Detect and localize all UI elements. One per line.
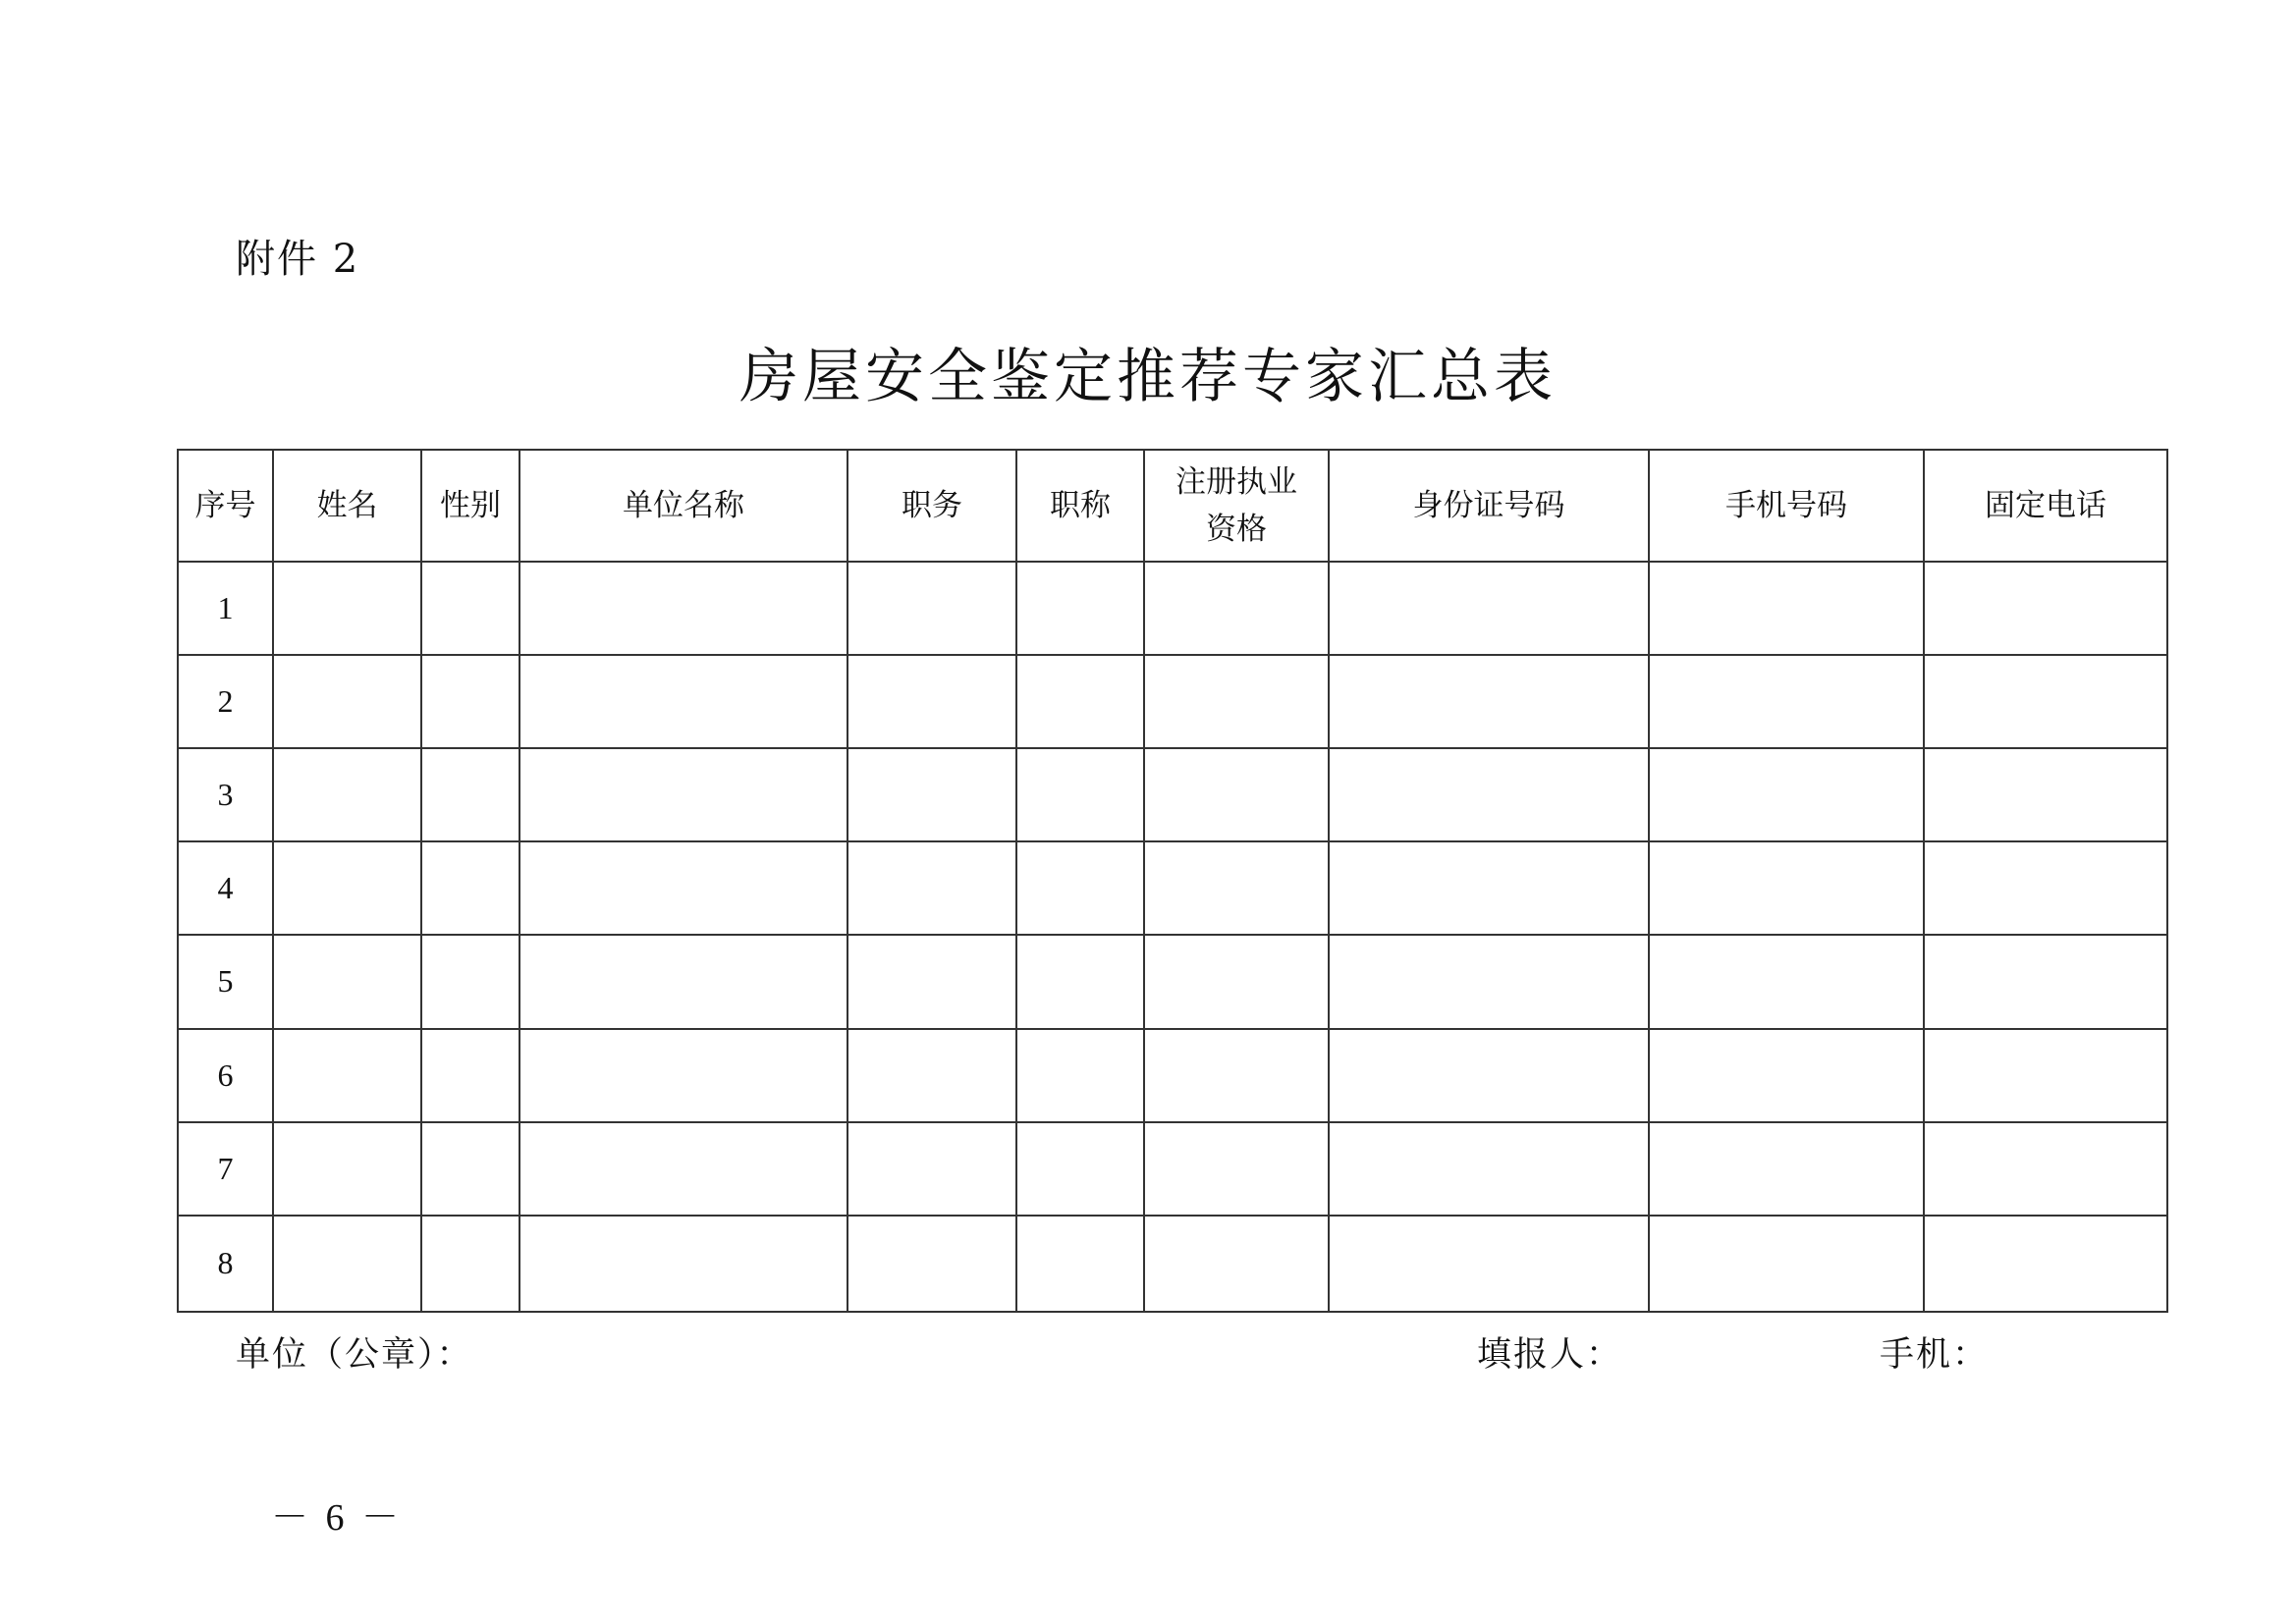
cell-id-number[interactable] xyxy=(1329,1029,1649,1122)
cell-mobile[interactable] xyxy=(1649,562,1924,655)
cell-organization[interactable] xyxy=(519,1029,847,1122)
cell-name[interactable] xyxy=(273,1029,421,1122)
cell-mobile[interactable] xyxy=(1649,1122,1924,1216)
cell-index: 7 xyxy=(178,1122,273,1216)
cell-organization[interactable] xyxy=(519,935,847,1028)
column-header-organization: 单位名称 xyxy=(519,450,847,562)
cell-name[interactable] xyxy=(273,655,421,748)
cell-index: 6 xyxy=(178,1029,273,1122)
table-row xyxy=(178,1216,2167,1312)
cell-mobile[interactable] xyxy=(1649,935,1924,1028)
column-header-name: 姓名 xyxy=(273,450,421,562)
cell-mobile[interactable] xyxy=(1649,1216,1924,1312)
cell-title[interactable] xyxy=(1016,562,1144,655)
cell-position[interactable] xyxy=(847,748,1016,841)
table-row xyxy=(178,655,2167,748)
cell-position[interactable] xyxy=(847,841,1016,935)
cell-registered-qualification[interactable] xyxy=(1144,1216,1329,1312)
cell-landline[interactable] xyxy=(1924,935,2167,1028)
cell-title[interactable] xyxy=(1016,748,1144,841)
column-header-position: 职务 xyxy=(847,450,1016,562)
cell-landline[interactable] xyxy=(1924,1029,2167,1122)
cell-gender[interactable] xyxy=(421,841,519,935)
reporter-label: 填报人： xyxy=(1477,1335,1623,1375)
cell-registered-qualification[interactable] xyxy=(1144,1029,1329,1122)
cell-position[interactable] xyxy=(847,1029,1016,1122)
column-header-id-number: 身份证号码 xyxy=(1329,450,1649,562)
cell-organization[interactable] xyxy=(519,655,847,748)
cell-position[interactable] xyxy=(847,1122,1016,1216)
cell-mobile[interactable] xyxy=(1649,841,1924,935)
cell-registered-qualification[interactable] xyxy=(1144,841,1329,935)
cell-id-number[interactable] xyxy=(1329,841,1649,935)
cell-index: 4 xyxy=(178,841,273,935)
cell-gender[interactable] xyxy=(421,562,519,655)
cell-id-number[interactable] xyxy=(1329,935,1649,1028)
cell-position[interactable] xyxy=(847,655,1016,748)
cell-name[interactable] xyxy=(273,841,421,935)
cell-registered-qualification[interactable] xyxy=(1144,1122,1329,1216)
unit-seal-label: 单位（公章）： xyxy=(236,1335,473,1375)
cell-registered-qualification[interactable] xyxy=(1144,562,1329,655)
cell-name[interactable] xyxy=(273,562,421,655)
cell-index: 1 xyxy=(178,562,273,655)
cell-organization[interactable] xyxy=(519,1216,847,1312)
cell-id-number[interactable] xyxy=(1329,562,1649,655)
cell-landline[interactable] xyxy=(1924,841,2167,935)
column-header-mobile: 手机号码 xyxy=(1649,450,1924,562)
cell-registered-qualification[interactable] xyxy=(1144,655,1329,748)
column-header-gender: 性别 xyxy=(421,450,519,562)
cell-landline[interactable] xyxy=(1924,748,2167,841)
attachment-label: 附件 2 xyxy=(236,237,360,282)
table-row xyxy=(178,562,2167,655)
cell-name[interactable] xyxy=(273,1216,421,1312)
table-header-row xyxy=(178,450,2167,562)
table-row xyxy=(178,1029,2167,1122)
table-row xyxy=(178,1122,2167,1216)
column-header-registered-qualification: 注册执业 资格 xyxy=(1144,450,1329,562)
document-title: 房屋安全鉴定推荐专家汇总表 xyxy=(739,343,1557,411)
cell-mobile[interactable] xyxy=(1649,1029,1924,1122)
cell-id-number[interactable] xyxy=(1329,1122,1649,1216)
cell-title[interactable] xyxy=(1016,1122,1144,1216)
cell-index: 8 xyxy=(178,1216,273,1312)
cell-index: 5 xyxy=(178,935,273,1028)
cell-gender[interactable] xyxy=(421,748,519,841)
expert-summary-table xyxy=(177,449,2168,1313)
cell-gender[interactable] xyxy=(421,655,519,748)
table-row xyxy=(178,841,2167,935)
table-row xyxy=(178,748,2167,841)
cell-landline[interactable] xyxy=(1924,1216,2167,1312)
cell-organization[interactable] xyxy=(519,841,847,935)
cell-id-number[interactable] xyxy=(1329,748,1649,841)
cell-mobile[interactable] xyxy=(1649,748,1924,841)
cell-index: 2 xyxy=(178,655,273,748)
cell-position[interactable] xyxy=(847,562,1016,655)
cell-mobile[interactable] xyxy=(1649,655,1924,748)
cell-gender[interactable] xyxy=(421,935,519,1028)
cell-title[interactable] xyxy=(1016,841,1144,935)
cell-id-number[interactable] xyxy=(1329,1216,1649,1312)
cell-name[interactable] xyxy=(273,1122,421,1216)
cell-position[interactable] xyxy=(847,1216,1016,1312)
cell-name[interactable] xyxy=(273,935,421,1028)
cell-title[interactable] xyxy=(1016,935,1144,1028)
cell-landline[interactable] xyxy=(1924,562,2167,655)
table-row xyxy=(178,935,2167,1028)
cell-title[interactable] xyxy=(1016,1216,1144,1312)
page-number: － 6 － xyxy=(271,1497,404,1539)
cell-landline[interactable] xyxy=(1924,655,2167,748)
cell-index: 3 xyxy=(178,748,273,841)
cell-organization[interactable] xyxy=(519,748,847,841)
cell-position[interactable] xyxy=(847,935,1016,1028)
cell-registered-qualification[interactable] xyxy=(1144,748,1329,841)
cell-title[interactable] xyxy=(1016,655,1144,748)
mobile-label: 手机： xyxy=(1880,1335,1990,1375)
cell-organization[interactable] xyxy=(519,1122,847,1216)
column-header-title: 职称 xyxy=(1016,450,1144,562)
cell-gender[interactable] xyxy=(421,1029,519,1122)
cell-gender[interactable] xyxy=(421,1122,519,1216)
cell-gender[interactable] xyxy=(421,1216,519,1312)
cell-id-number[interactable] xyxy=(1329,655,1649,748)
cell-name[interactable] xyxy=(273,748,421,841)
cell-organization[interactable] xyxy=(519,562,847,655)
column-header-landline: 固定电话 xyxy=(1924,450,2167,562)
cell-registered-qualification[interactable] xyxy=(1144,935,1329,1028)
cell-landline[interactable] xyxy=(1924,1122,2167,1216)
cell-title[interactable] xyxy=(1016,1029,1144,1122)
column-header-index: 序号 xyxy=(178,450,273,562)
